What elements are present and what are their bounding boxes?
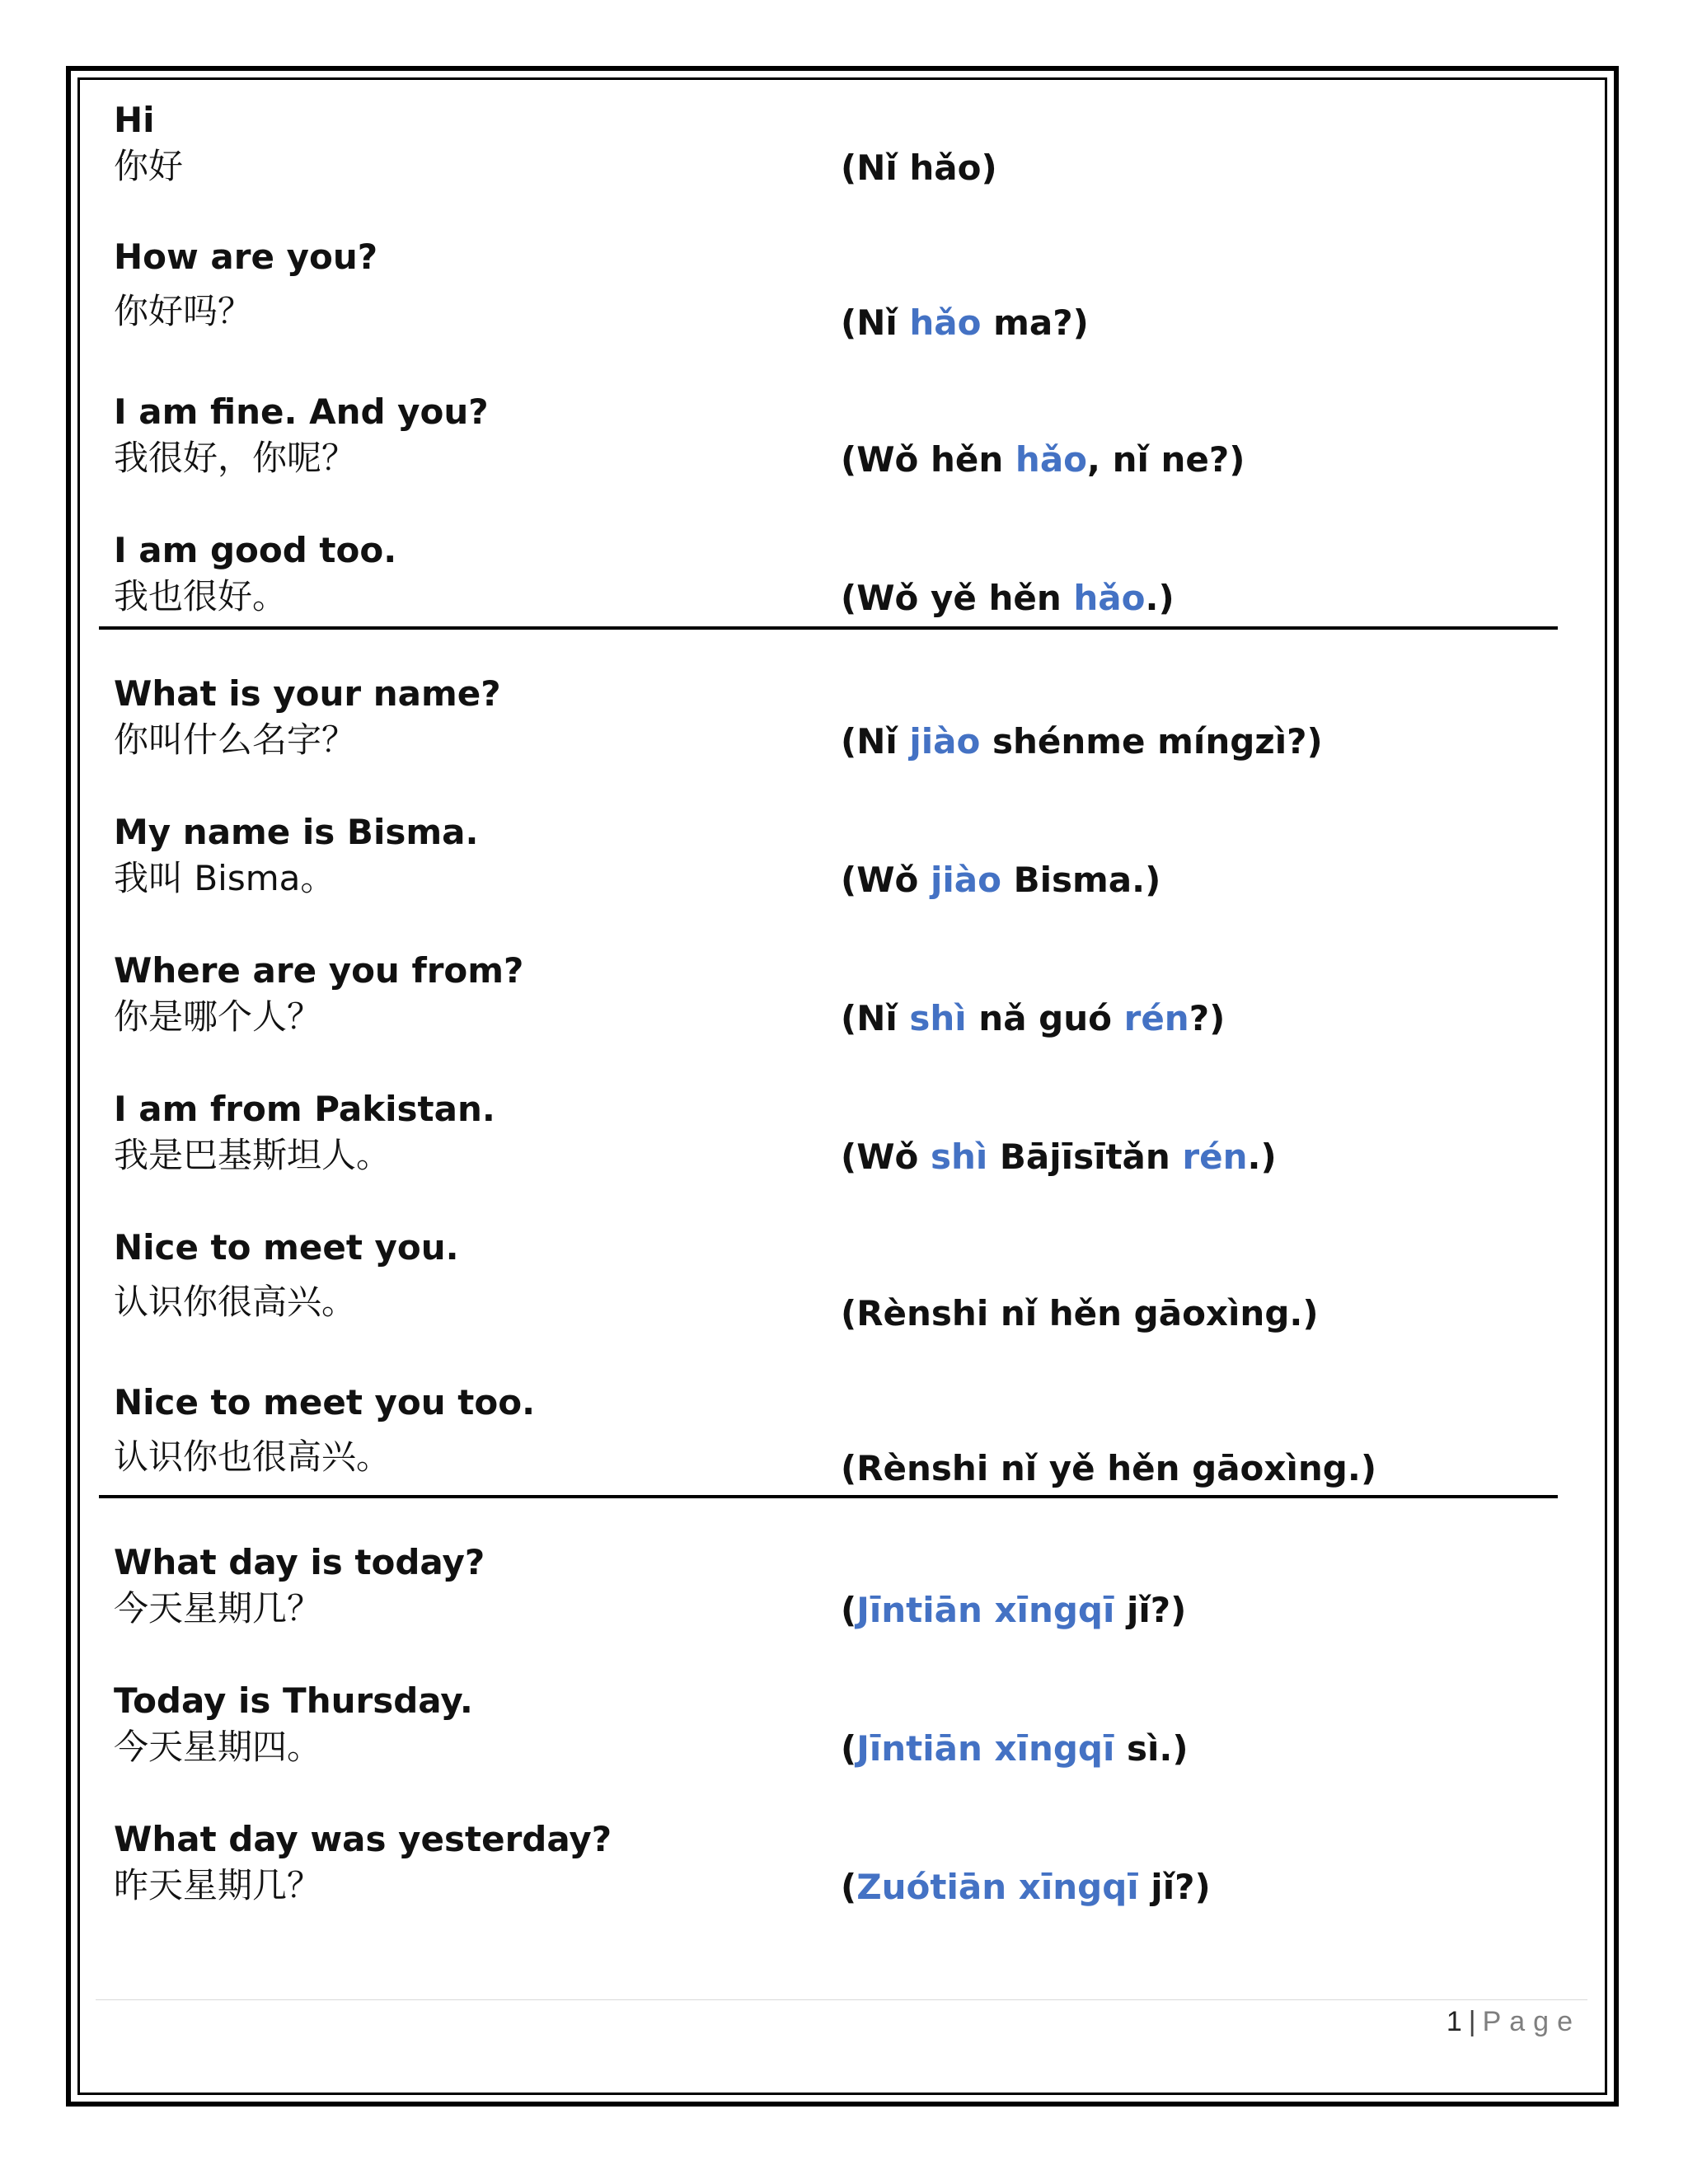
english-phrase: What day is today? bbox=[114, 1542, 485, 1582]
pinyin-text: ma?) bbox=[981, 302, 1089, 343]
pinyin-highlight: shì bbox=[931, 1137, 988, 1177]
pinyin-text: (Rènshi nǐ hěn gāoxìng.) bbox=[841, 1293, 1319, 1333]
pinyin-highlight: jiào bbox=[931, 860, 1001, 900]
phrase-entry bbox=[114, 236, 1548, 351]
pinyin-phrase bbox=[841, 859, 1160, 902]
pinyin-text: sì.) bbox=[1114, 1728, 1189, 1769]
english-phrase: My name is Bisma. bbox=[114, 812, 479, 852]
pinyin-highlight: hǎo bbox=[909, 302, 982, 343]
chinese-phrase: 你叫什么名字？ bbox=[114, 719, 357, 760]
english-phrase: Hi bbox=[114, 100, 155, 140]
pinyin-highlight: Jīntiān xīngqī bbox=[856, 1590, 1115, 1630]
chinese-phrase: 我很好，你呢？ bbox=[114, 438, 357, 478]
pinyin-phrase bbox=[841, 438, 1245, 481]
pinyin-phrase bbox=[841, 302, 1089, 344]
pinyin-text: shénme míngzì?) bbox=[980, 721, 1323, 762]
pinyin-text: (Nǐ bbox=[841, 721, 910, 762]
pinyin-highlight: Jīntiān xīngqī bbox=[856, 1728, 1115, 1769]
pinyin-text: .) bbox=[1145, 578, 1175, 618]
page-number: 1 bbox=[1446, 2006, 1462, 2037]
chinese-phrase: 昨天星期几？ bbox=[114, 1865, 322, 1905]
page-border-inner bbox=[77, 77, 1607, 2095]
pinyin-text: (Nǐ bbox=[841, 302, 910, 343]
chinese-phrase: 我是巴基斯坦人。 bbox=[114, 1135, 392, 1175]
pinyin-text: ( bbox=[841, 1867, 857, 1907]
pinyin-highlight: jiào bbox=[909, 721, 981, 762]
chinese-phrase: 认识你也很高兴。 bbox=[114, 1436, 392, 1477]
pinyin-text: Bisma.) bbox=[1001, 860, 1161, 900]
english-phrase: What day was yesterday? bbox=[114, 1819, 612, 1859]
footer-rule bbox=[96, 1999, 1587, 2000]
pinyin-phrase bbox=[841, 1136, 1277, 1179]
pinyin-text: jǐ?) bbox=[1114, 1590, 1187, 1630]
pinyin-phrase bbox=[841, 147, 997, 190]
pinyin-text: , nǐ ne?) bbox=[1087, 439, 1245, 480]
chinese-phrase: 我也很好。 bbox=[114, 576, 288, 616]
phrase-entry bbox=[114, 1818, 1548, 1917]
pinyin-text: ?) bbox=[1189, 998, 1226, 1038]
pinyin-highlight: Zuótiān xīngqī bbox=[856, 1867, 1139, 1907]
pinyin-highlight: shì bbox=[909, 998, 967, 1038]
pinyin-text: (Nǐ hǎo) bbox=[841, 148, 997, 188]
english-phrase: Nice to meet you too. bbox=[114, 1382, 536, 1422]
phrase-entry bbox=[114, 1680, 1548, 1779]
pinyin-text: (Rènshi nǐ yě hěn gāoxìng.) bbox=[841, 1448, 1377, 1488]
pinyin-phrase bbox=[841, 1589, 1186, 1632]
pinyin-text: nǎ guó bbox=[966, 998, 1124, 1038]
pinyin-highlight: hǎo bbox=[1015, 439, 1088, 480]
section-divider bbox=[99, 1495, 1558, 1498]
pinyin-text: jǐ?) bbox=[1138, 1867, 1211, 1907]
pinyin-phrase bbox=[841, 1727, 1189, 1770]
english-phrase: Nice to meet you. bbox=[114, 1227, 459, 1268]
pinyin-text: (Wǒ yě hěn bbox=[841, 578, 1074, 618]
chinese-phrase: 今天星期几？ bbox=[114, 1588, 322, 1629]
pinyin-phrase bbox=[841, 577, 1175, 620]
page-footer bbox=[1447, 2006, 1581, 2038]
english-phrase: Today is Thursday. bbox=[114, 1680, 473, 1721]
pinyin-phrase bbox=[841, 720, 1323, 763]
pinyin-text: (Wǒ bbox=[841, 1137, 931, 1177]
pinyin-text: ( bbox=[841, 1728, 857, 1769]
chinese-phrase: 我叫 Bisma。 bbox=[114, 858, 335, 898]
pinyin-text: (Wǒ hěn bbox=[841, 439, 1015, 480]
english-phrase: I am fine. And you? bbox=[114, 391, 489, 432]
english-phrase: I am good too. bbox=[114, 530, 397, 570]
chinese-phrase: 认识你很高兴。 bbox=[114, 1282, 357, 1322]
chinese-phrase: 你好 bbox=[114, 146, 184, 186]
pinyin-phrase bbox=[841, 1447, 1376, 1490]
pinyin-text: (Nǐ bbox=[841, 998, 910, 1038]
pinyin-text: (Wǒ bbox=[841, 860, 931, 900]
english-phrase: Where are you from? bbox=[114, 950, 524, 991]
phrase-entry bbox=[114, 1088, 1548, 1187]
pinyin-highlight: hǎo bbox=[1073, 578, 1146, 618]
pinyin-phrase bbox=[841, 1866, 1211, 1909]
pinyin-text: Bājīsītǎn bbox=[987, 1137, 1183, 1177]
pinyin-phrase bbox=[841, 1292, 1319, 1335]
english-phrase: What is your name? bbox=[114, 673, 501, 714]
phrase-entry bbox=[114, 673, 1548, 771]
phrase-entry bbox=[114, 1541, 1548, 1640]
english-phrase: How are you? bbox=[114, 237, 378, 277]
phrase-entry bbox=[114, 99, 1548, 198]
chinese-phrase: 你是哪个人？ bbox=[114, 996, 322, 1037]
phrase-entry bbox=[114, 811, 1548, 910]
chinese-phrase: 你好吗？ bbox=[114, 291, 253, 331]
chinese-phrase: 今天星期四。 bbox=[114, 1727, 322, 1767]
phrase-entry bbox=[114, 529, 1548, 628]
pinyin-highlight: rén bbox=[1182, 1137, 1248, 1177]
pinyin-text: .) bbox=[1247, 1137, 1277, 1177]
footer-separator: | bbox=[1468, 2006, 1476, 2037]
pinyin-highlight: rén bbox=[1123, 998, 1189, 1038]
page-label: Page bbox=[1482, 2006, 1581, 2037]
pinyin-phrase bbox=[841, 997, 1225, 1040]
phrase-entry bbox=[114, 949, 1548, 1048]
phrase-entry bbox=[114, 391, 1548, 490]
phrase-entry bbox=[114, 1226, 1548, 1342]
section-divider bbox=[99, 626, 1558, 630]
phrase-entry bbox=[114, 1381, 1548, 1497]
pinyin-text: ( bbox=[841, 1590, 857, 1630]
english-phrase: I am from Pakistan. bbox=[114, 1089, 495, 1129]
